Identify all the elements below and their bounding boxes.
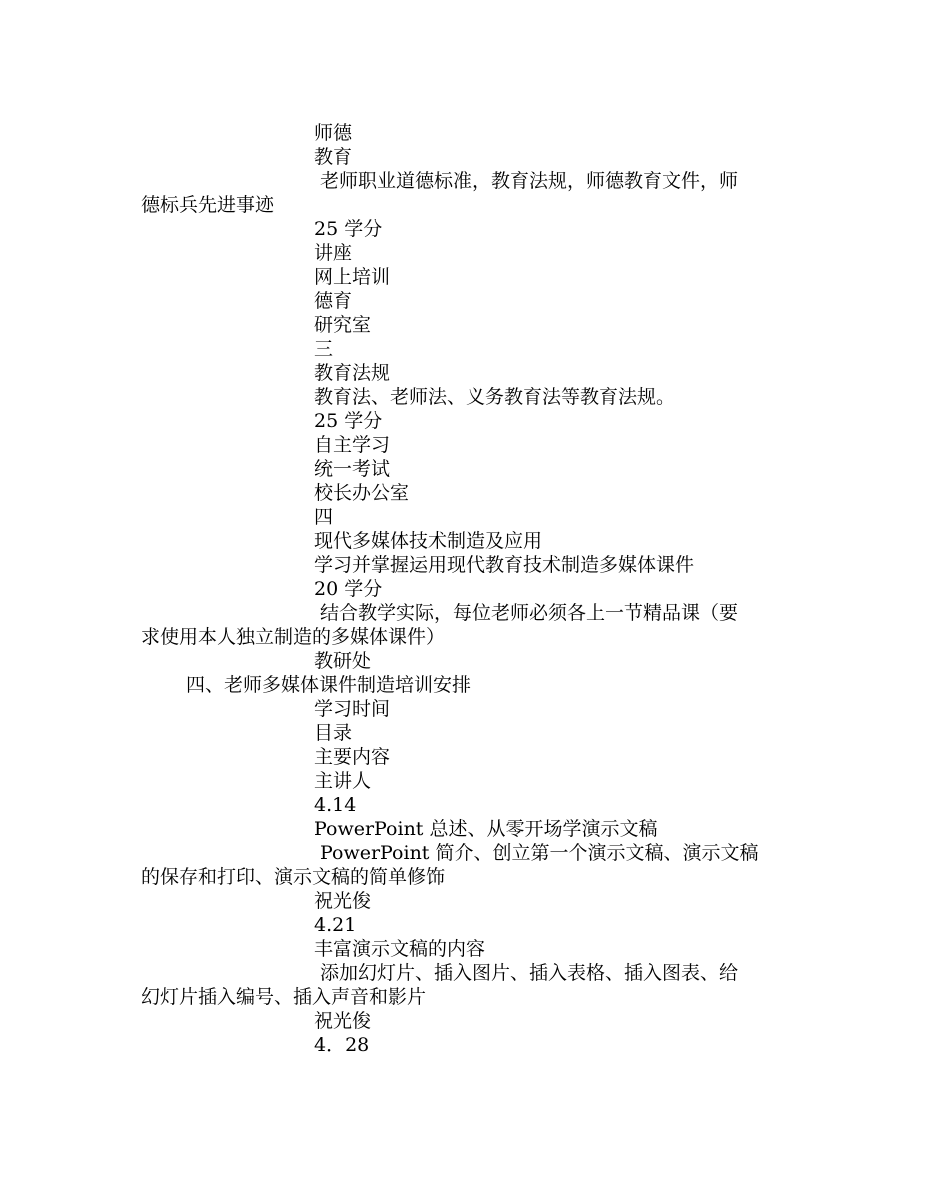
cell-assessment: 统一考试 bbox=[314, 458, 391, 480]
cell-item: 教育法规 bbox=[314, 362, 391, 384]
cell-date: 4．28 bbox=[314, 1034, 370, 1056]
section-heading: 四、老师多媒体课件制造培训安排 bbox=[186, 674, 472, 696]
cell-dept: 校长办公室 bbox=[314, 482, 410, 504]
cell-index: 四 bbox=[314, 506, 334, 528]
cell-speaker: 祝光俊 bbox=[314, 1010, 372, 1032]
table-header: 主要内容 bbox=[314, 746, 391, 768]
cell-dept: 德育 bbox=[314, 290, 353, 312]
table-header: 学习时间 bbox=[314, 698, 391, 720]
cell-content: PowerPoint 简介、创立第一个演示文稿、演示文稿 bbox=[320, 842, 759, 864]
cell-item-cont: 教育 bbox=[314, 146, 353, 168]
cell-credits: 20 学分 bbox=[314, 578, 383, 600]
table-header: 主讲人 bbox=[314, 770, 372, 792]
cell-content: 添加幻灯片、插入图片、插入表格、插入图表、给 bbox=[320, 962, 739, 984]
cell-credits: 25 学分 bbox=[314, 410, 383, 432]
cell-content: 教育法、老师法、义务教育法等教育法规。 bbox=[314, 386, 676, 408]
table-header: 目录 bbox=[314, 722, 353, 744]
cell-form: 网上培训 bbox=[314, 266, 391, 288]
cell-topic: PowerPoint 总述、从零开场学演示文稿 bbox=[314, 818, 658, 840]
cell-dept: 研究室 bbox=[314, 314, 372, 336]
cell-credits: 25 学分 bbox=[314, 218, 383, 240]
cell-dept: 教研处 bbox=[314, 650, 372, 672]
cell-form: 自主学习 bbox=[314, 434, 391, 456]
cell-content-wrap: 的保存和打印、演示文稿的简单修饰 bbox=[141, 866, 446, 888]
cell-item: 师德 bbox=[314, 122, 353, 144]
cell-speaker: 祝光俊 bbox=[314, 890, 372, 912]
cell-content-wrap: 幻灯片插入编号、插入声音和影片 bbox=[141, 986, 427, 1008]
cell-form: 讲座 bbox=[314, 242, 353, 264]
cell-requirement: 结合教学实际，每位老师必须各上一节精品课（要 bbox=[320, 602, 739, 624]
cell-content: 老师职业道德标准，教育法规，师德教育文件，师 bbox=[320, 170, 739, 192]
cell-requirement-wrap: 求使用本人独立制造的多媒体课件） bbox=[141, 626, 446, 648]
cell-content-wrap: 德标兵先进事迹 bbox=[141, 194, 275, 216]
cell-topic: 丰富演示文稿的内容 bbox=[314, 938, 486, 960]
cell-date: 4.14 bbox=[314, 794, 357, 816]
cell-item: 现代多媒体技术制造及应用 bbox=[314, 530, 543, 552]
cell-date: 4.21 bbox=[314, 914, 357, 936]
cell-content: 学习并掌握运用现代教育技术制造多媒体课件 bbox=[314, 554, 695, 576]
cell-index: 三 bbox=[314, 338, 334, 360]
